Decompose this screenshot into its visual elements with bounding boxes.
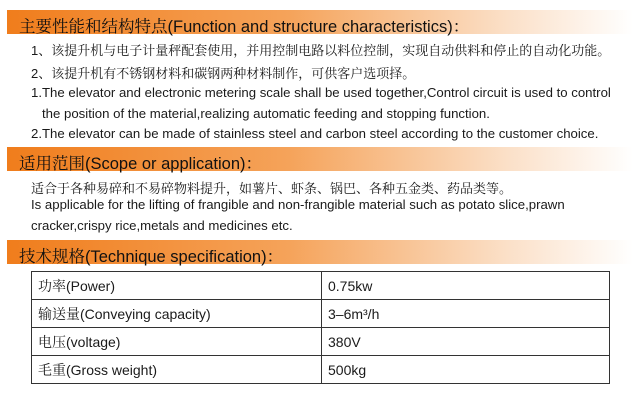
scope-title: 适用范围(Scope or application)：	[19, 155, 263, 173]
spec-value: 380V	[322, 328, 610, 356]
spec-label: 输送量(Conveying capacity)	[32, 300, 322, 328]
features-header-bar	[7, 10, 633, 34]
features-line-1: 1、该提升机与电子计量秤配套使用，并用控制电路以料位控制，实现自动供料和停止的自动化功能。	[31, 43, 611, 58]
table-row	[32, 300, 610, 328]
features-line-4: the position of the material,realizing automatic feeding and stopping function.	[42, 106, 490, 121]
spec-label: 功率(Power)	[32, 272, 322, 300]
spec-value: 500kg	[322, 356, 610, 384]
specs-header-bar	[7, 240, 633, 264]
features-line-2: 2、该提升机有不锈钢材料和碳钢两种材料制作，可供客户选项择。	[31, 66, 416, 81]
specs-title: 技术规格(Technique specification)：	[19, 248, 284, 266]
table-row	[32, 272, 610, 300]
spec-value: 3–6m³/h	[322, 300, 610, 328]
scope-line-2: Is applicable for the lifting of frangible and non-frangible material such as potato slice,prawn	[31, 197, 565, 212]
spec-label: 毛重(Gross weight)	[32, 356, 322, 384]
spec-label: 电压(voltage)	[32, 328, 322, 356]
scope-line-3: cracker,crispy rice,metals and medicines etc.	[31, 218, 293, 233]
features-line-3: 1.The elevator and electronic metering scale shall be used together,Control circuit is used to control	[31, 85, 611, 100]
spec-value: 0.75kw	[322, 272, 610, 300]
scope-header-bar	[7, 147, 633, 171]
scope-line-1: 适合于各种易碎和不易碎物料提升，如薯片、虾条、锅巴、各种五金类、药品类等。	[31, 181, 513, 196]
table-row	[32, 356, 610, 384]
features-line-5: 2.The elevator can be made of stainless steel and carbon steel according to the customer choice.	[31, 126, 599, 141]
table-row	[32, 328, 610, 356]
features-title: 主要性能和结构特点(Function and structure characteristics)：	[19, 18, 470, 36]
specs-table	[31, 271, 610, 384]
